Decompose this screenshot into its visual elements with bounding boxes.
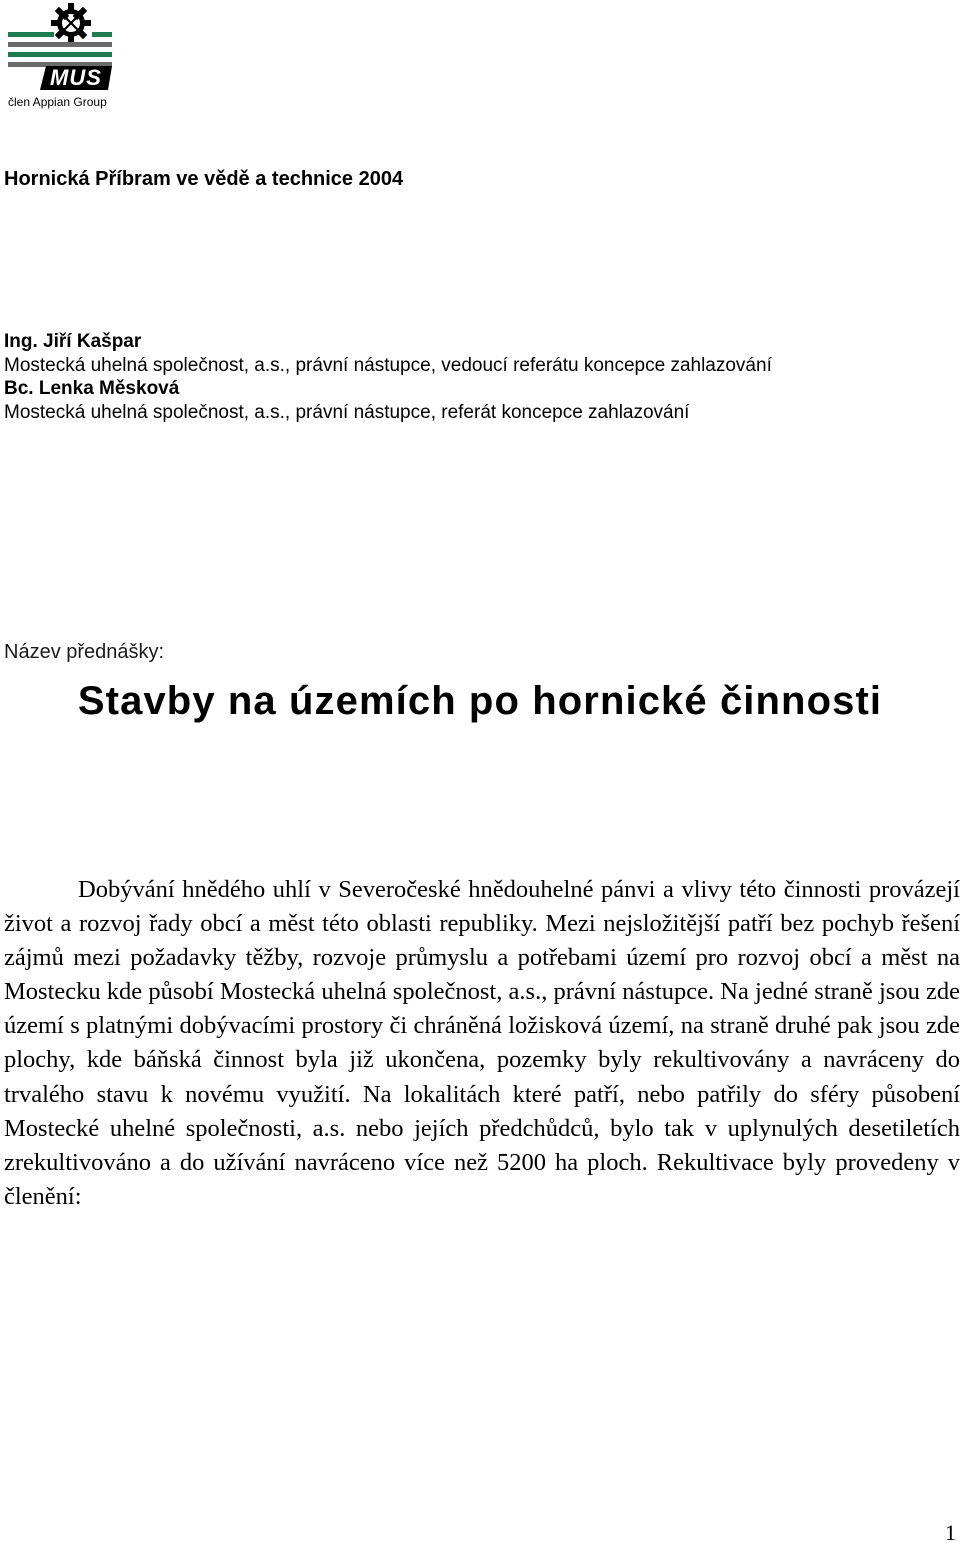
author-affiliation: Mostecká uhelná společnost, a.s., právní nástupce, vedoucí referátu koncepce zahlazování — [4, 354, 772, 376]
authors-block — [4, 330, 772, 424]
body-paragraph: Dobývání hnědého uhlí v Severočeské hnědouhelné pánvi a vlivy této činnosti provázejí život a rozvoj řady obcí a měst této oblasti republiky. Mezi nejsložitější patří bez pochyb řešení zájmů mezi požadavky těžby, rozvoje průmyslu a potřebami území pro rozvoj obcí a měst na Mostecku kde působí Mostecká uhelná společnost, a.s., právní nástupce. Na jedné straně jsou zde území s platnými dobývacími prostory či chráněná ložisková území, na straně druhé pak jsou zde plochy, kde báňská činnost byla již ukončena, pozemky byly rekultivovány a navráceny do trvalého stavu k novému využití. Na lokalitách které patří, nebo patřily do sféry působení Mostecké uhelné společnosti, a.s. nebo jejích předchůdců, bylo tak v uplynulých desetiletích zrekultivováno a do užívání navráceno více než 5200 ha ploch. Rekultivace byly provedeny v členění: — [4, 876, 960, 1210]
page-number: 1 — [945, 1520, 956, 1545]
lecture-title: Stavby na územích po hornické činnosti — [77, 679, 883, 723]
logo-caption: člen Appian Group — [8, 95, 107, 109]
event-title: Hornická Příbram ve vědě a technice 2004 — [4, 168, 404, 190]
author-name: Bc. Lenka Měsková — [4, 378, 180, 399]
lecture-label: Název přednášky: — [4, 641, 165, 663]
logo-wordmark: MUS — [50, 65, 102, 90]
author-name: Ing. Jiří Kašpar — [4, 331, 142, 352]
author-affiliation: Mostecká uhelná společnost, a.s., právní nástupce, referát koncepce zahlazování — [4, 401, 690, 423]
